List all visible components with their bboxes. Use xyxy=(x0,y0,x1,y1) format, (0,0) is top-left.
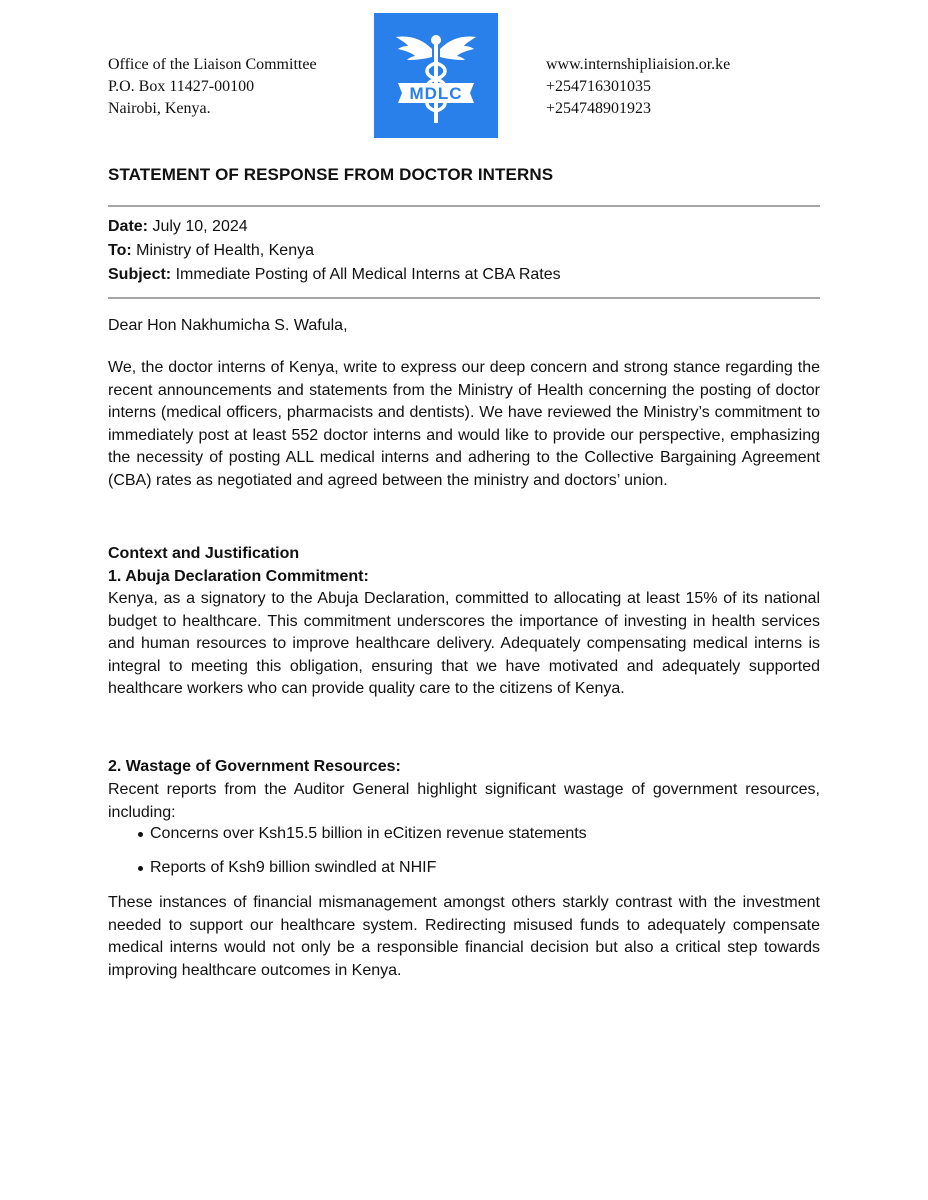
mdlc-logo xyxy=(374,13,498,138)
letterhead-city: Nairobi, Kenya. xyxy=(108,100,211,117)
letterhead-office: Office of the Liaison Committee xyxy=(108,56,317,73)
list-item xyxy=(108,857,820,891)
letterhead-phone-1: +254716301035 xyxy=(546,78,652,95)
to-label: To: xyxy=(108,242,132,259)
list-item-text: Reports of Ksh9 billion swindled at NHIF xyxy=(150,859,437,876)
document-title: STATEMENT OF RESPONSE FROM DOCTOR INTERNS xyxy=(108,165,554,184)
letterhead-po-box: P.O. Box 11427-00100 xyxy=(108,78,255,95)
letterhead-website: www.internshipliaision.or.ke xyxy=(546,56,731,73)
date-line xyxy=(108,215,561,239)
bullet-icon xyxy=(138,832,143,837)
context-heading: Context and Justification xyxy=(108,545,300,562)
to-line xyxy=(108,239,561,263)
subject-value: Immediate Posting of All Medical Interns at CBA Rates xyxy=(175,266,561,283)
letterhead-contacts xyxy=(546,54,730,120)
letterhead-phone-2: +254748901923 xyxy=(546,100,652,117)
salutation: Dear Hon Nakhumicha S. Wafula, xyxy=(108,317,348,334)
intro-paragraph: We, the doctor interns of Kenya, write to express our deep concern and strong stance regarding the recent announcements and statements from the Ministry of Health concerning the posting of doctor interns (medical officers, pharmacists and dentists). We have reviewed the Ministry’s commitment to immediately post at least 552 doctor interns and would like to provide our perspective, emphasizing the necessity of posting ALL medical interns and adhering to the Collective Bargaining Agreement (CBA) rates as negotiated and agreed between the ministry and doctors’ union. xyxy=(108,359,820,489)
closing-paragraph: These instances of financial mismanagement amongst others starkly contrast with the investment needed to support our healthcare system. Redirecting misused funds to adequately compensate medical interns would not only be a responsible financial decision but also a critical step towards improving healthcare outcomes in Kenya. xyxy=(108,894,820,979)
point-2-text: Recent reports from the Auditor General highlight significant wastage of government resources, including: xyxy=(108,781,820,821)
logo-text: MDLC xyxy=(409,84,463,103)
point-1-heading: 1. Abuja Declaration Commitment: xyxy=(108,567,369,585)
point-1-text: Kenya, as a signatory to the Abuja Declaration, committed to allocating at least 15% of its national budget to healthcare. This commitment underscores the importance of investing in health services and human resources to improve healthcare delivery. Adequately compensating medical interns is integral to meeting this obligation, ensuring that we have motivated and adequately supported healthcare workers who can provide quality care to the citizens of Kenya. xyxy=(108,590,820,697)
memo-header xyxy=(108,215,561,287)
divider-bottom xyxy=(108,297,820,299)
list-item-text: Concerns over Ksh15.5 billion in eCitizen revenue statements xyxy=(150,825,587,842)
bullet-list xyxy=(108,823,820,891)
divider-top xyxy=(108,205,820,207)
context-section xyxy=(108,543,820,701)
date-label: Date: xyxy=(108,218,149,235)
list-item xyxy=(108,823,820,857)
bullet-icon xyxy=(138,866,143,871)
to-value: Ministry of Health, Kenya xyxy=(136,242,314,259)
subject-label: Subject: xyxy=(108,266,172,283)
date-value: July 10, 2024 xyxy=(152,218,248,235)
caduceus-icon xyxy=(374,13,498,138)
letterhead-address xyxy=(108,54,317,120)
subject-line xyxy=(108,263,561,287)
point-2-heading: 2. Wastage of Government Resources: xyxy=(108,758,401,775)
